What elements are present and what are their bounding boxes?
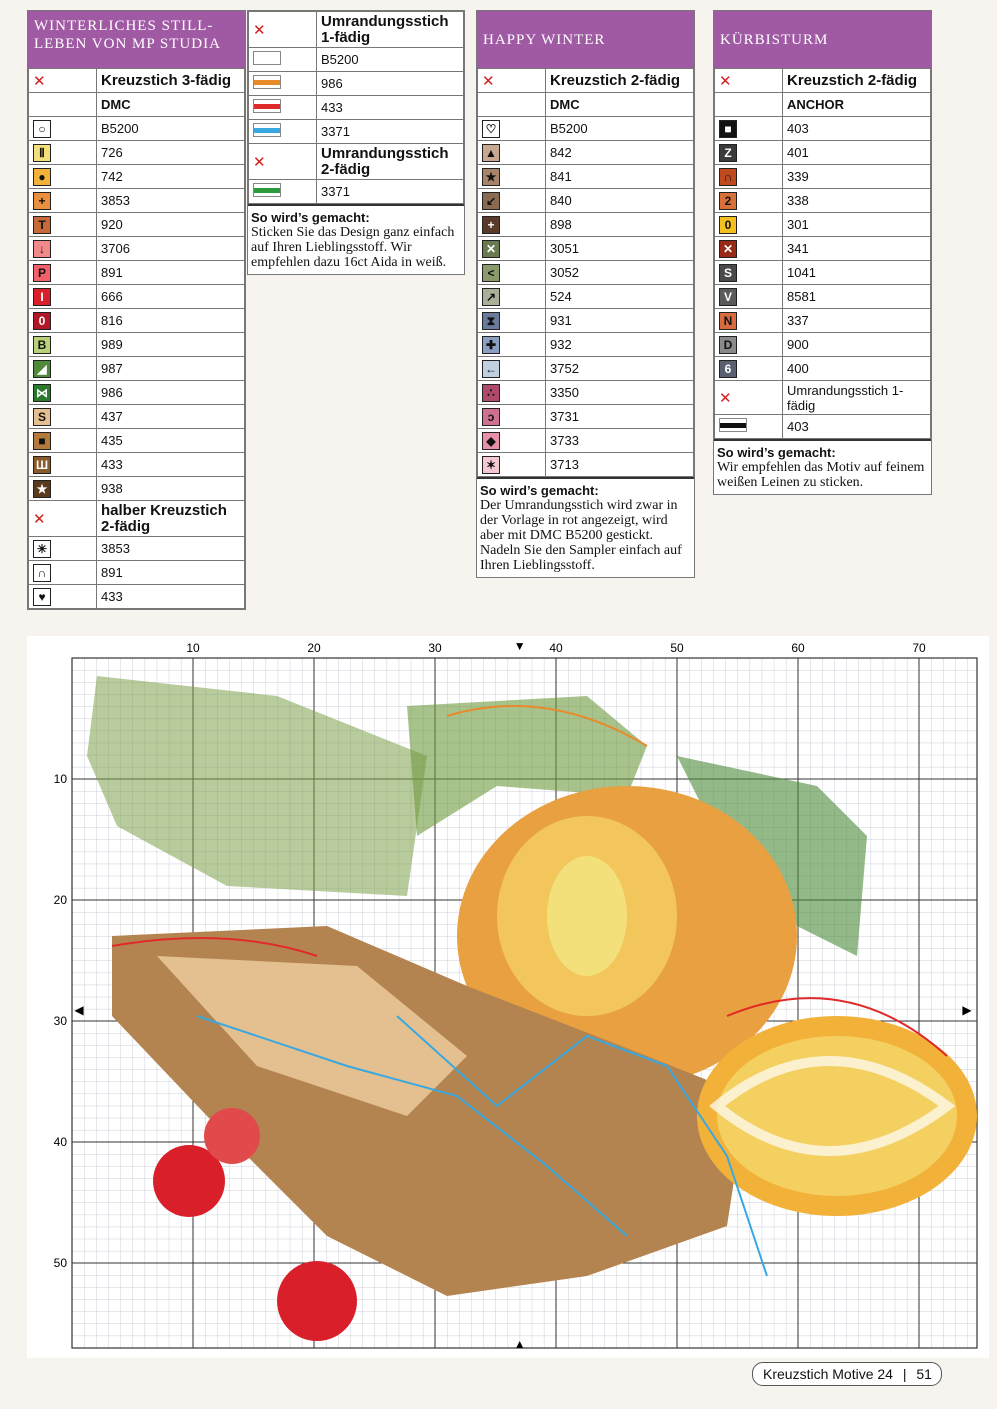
- thread-code: 840: [546, 189, 694, 213]
- outline-stitch-icon: ✕: [253, 21, 266, 39]
- half-stitch-header: halber Kreuzstich 2-fädig: [97, 501, 245, 537]
- legend-title: WINTERLICHES STILL-LEBEN VON MP STUDIA: [28, 11, 245, 68]
- thread-code: 403: [783, 117, 931, 141]
- thread-code: 3371: [317, 120, 464, 144]
- outline-line-swatch: [253, 123, 281, 137]
- thread-code: 938: [97, 477, 245, 501]
- legend-row: [249, 180, 464, 204]
- thread-code: 900: [783, 333, 931, 357]
- instructions: [248, 204, 464, 274]
- thread-symbol-icon: ♥: [33, 588, 51, 606]
- thread-symbol-icon: ↓: [33, 240, 51, 258]
- legend-row: [478, 381, 694, 405]
- stitch-header: Kreuzstich 3-fädig: [97, 69, 245, 93]
- thread-symbol-icon: Ⅱ: [33, 144, 51, 162]
- column-tick-label: 30: [428, 641, 442, 655]
- instructions-text: Sticken Sie das Design ganz einfach auf Ihren Lieblingsstoff. Wir empfehlen dazu 16ct Aida in weiß.: [251, 225, 455, 270]
- legend-row: [29, 381, 245, 405]
- legend-row: [478, 117, 694, 141]
- brand-label: DMC: [546, 93, 694, 117]
- thread-code: 931: [546, 309, 694, 333]
- thread-code: 341: [783, 237, 931, 261]
- legend-row: [478, 429, 694, 453]
- thread-code: 3713: [546, 453, 694, 477]
- cross-stitch-icon: ✕: [33, 72, 46, 90]
- thread-symbol-icon: ●: [33, 168, 51, 186]
- thread-code: 437: [97, 405, 245, 429]
- thread-code: 3350: [546, 381, 694, 405]
- row-tick-label: 40: [53, 1135, 67, 1149]
- outline-stitch-icon: ✕: [719, 389, 732, 407]
- pattern-grid: [27, 636, 989, 1358]
- legend-row: [715, 285, 931, 309]
- outline-header: Umrandungsstich 1-fädig: [783, 381, 931, 415]
- legend-happy-winter: [476, 10, 695, 578]
- legend-row: [249, 96, 464, 120]
- thread-code: 3706: [97, 237, 245, 261]
- legend-row: [29, 237, 245, 261]
- thread-code: 742: [97, 165, 245, 189]
- thread-code: 3371: [317, 180, 464, 204]
- legend-row: [29, 537, 245, 561]
- legend-row: [29, 585, 245, 609]
- legend-title: KÜRBISTURM: [714, 11, 931, 68]
- thread-symbol-icon: ↙: [482, 192, 500, 210]
- thread-code: 435: [97, 429, 245, 453]
- thread-symbol-icon: B: [33, 336, 51, 354]
- outline-line-swatch: [719, 418, 747, 432]
- thread-symbol-icon: ✚: [482, 336, 500, 354]
- legend-row: [715, 141, 931, 165]
- legend-row: [715, 237, 931, 261]
- magazine-title: Kreuzstich Motive 24: [763, 1366, 893, 1382]
- thread-symbol-icon: S: [33, 408, 51, 426]
- thread-symbol-icon: T: [33, 216, 51, 234]
- thread-code: 898: [546, 213, 694, 237]
- page-number: 51: [916, 1366, 932, 1382]
- stitch-header: Kreuzstich 2-fädig: [546, 69, 694, 93]
- thread-symbol-icon: ←: [482, 360, 500, 378]
- legend-row: [478, 357, 694, 381]
- thread-symbol-icon: ★: [482, 168, 500, 186]
- legend-row: [478, 261, 694, 285]
- thread-code: 987: [97, 357, 245, 381]
- legend-outline-stitches: [247, 10, 465, 275]
- thread-code: 816: [97, 309, 245, 333]
- half-stitch-icon: ✕: [33, 510, 46, 528]
- brand-label: DMC: [97, 93, 245, 117]
- thread-symbol-icon: Ш: [33, 456, 51, 474]
- instructions-text: Wir empfehlen das Motiv auf feinem weißen Leinen zu sticken.: [717, 460, 925, 490]
- thread-code: 891: [97, 561, 245, 585]
- legend-row: [29, 213, 245, 237]
- thread-code: 433: [97, 453, 245, 477]
- center-marker-icon: ▼: [513, 639, 526, 653]
- thread-code: 8581: [783, 285, 931, 309]
- legend-row: [29, 477, 245, 501]
- thread-symbol-icon: Z: [719, 144, 737, 162]
- legend-row: [29, 165, 245, 189]
- cross-stitch-icon: ✕: [719, 72, 732, 90]
- legend-kuerbisturm: [713, 10, 932, 495]
- thread-symbol-icon: N: [719, 312, 737, 330]
- legend-row: [715, 357, 931, 381]
- outline-code: 403: [783, 415, 931, 439]
- column-tick-label: 10: [186, 641, 200, 655]
- legend-row: [715, 117, 931, 141]
- outline-line-swatch: [253, 183, 281, 197]
- column-tick-label: 60: [791, 641, 805, 655]
- outline2-header: Umrandungsstich 2-fädig: [317, 144, 464, 180]
- thread-symbol-icon: D: [719, 336, 737, 354]
- thread-code: 339: [783, 165, 931, 189]
- thread-symbol-icon: ♡: [482, 120, 500, 138]
- thread-code: 1041: [783, 261, 931, 285]
- instructions-title: So wird’s gemacht:: [251, 210, 370, 225]
- legend-row: [478, 405, 694, 429]
- column-tick-label: 20: [307, 641, 321, 655]
- thread-code: 401: [783, 141, 931, 165]
- cross-stitch-icon: ✕: [482, 72, 495, 90]
- legend-row: [478, 213, 694, 237]
- thread-symbol-icon: 0: [719, 216, 737, 234]
- legend-row: [478, 141, 694, 165]
- thread-symbol-icon: +: [482, 216, 500, 234]
- thread-code: 986: [317, 72, 464, 96]
- thread-code: 726: [97, 141, 245, 165]
- legend-row: [478, 333, 694, 357]
- column-tick-label: 50: [670, 641, 684, 655]
- legend-row: [478, 165, 694, 189]
- thread-symbol-icon: ∩: [719, 168, 737, 186]
- row-tick-label: 50: [53, 1256, 67, 1270]
- thread-code: 3853: [97, 189, 245, 213]
- thread-symbol-icon: 0: [33, 312, 51, 330]
- legend-row: [478, 309, 694, 333]
- thread-symbol-icon: ★: [33, 480, 51, 498]
- center-marker-icon: ▲: [513, 1337, 526, 1351]
- instructions-title: So wird’s gemacht:: [717, 445, 836, 460]
- thread-code: 433: [97, 585, 245, 609]
- thread-code: 841: [546, 165, 694, 189]
- legend-row: [249, 120, 464, 144]
- legend-row: [715, 309, 931, 333]
- row-tick-label: 10: [53, 772, 67, 786]
- thread-symbol-icon: S: [719, 264, 737, 282]
- thread-symbol-icon: ✕: [482, 240, 500, 258]
- thread-symbol-icon: ▲: [482, 144, 500, 162]
- thread-symbol-icon: V: [719, 288, 737, 306]
- thread-symbol-icon: ∴: [482, 384, 500, 402]
- thread-symbol-icon: ⧗: [482, 312, 500, 330]
- thread-code: B5200: [97, 117, 245, 141]
- legend-row: [715, 213, 931, 237]
- legend-row: [715, 189, 931, 213]
- legend-row: [249, 72, 464, 96]
- instructions: [477, 477, 694, 577]
- thread-code: 400: [783, 357, 931, 381]
- instructions-title: So wird’s gemacht:: [480, 483, 599, 498]
- thread-code: 3752: [546, 357, 694, 381]
- legend-title: HAPPY WINTER: [477, 11, 694, 68]
- thread-code: 891: [97, 261, 245, 285]
- page-footer: [752, 1362, 942, 1386]
- thread-symbol-icon: 2: [719, 192, 737, 210]
- legend-winterliches-stillleben: [27, 10, 246, 610]
- thread-symbol-icon: ○: [33, 120, 51, 138]
- legend-row: [478, 237, 694, 261]
- thread-code: 3731: [546, 405, 694, 429]
- stitch-header: Kreuzstich 2-fädig: [783, 69, 931, 93]
- legend-row: [29, 141, 245, 165]
- thread-symbol-icon: ✳: [33, 540, 51, 558]
- cross-stitch-pattern-chart: [27, 636, 989, 1358]
- thread-symbol-icon: ɔ: [482, 408, 500, 426]
- thread-symbol-icon: +: [33, 192, 51, 210]
- legend-row: [29, 405, 245, 429]
- thread-code: 932: [546, 333, 694, 357]
- legend-row: [29, 309, 245, 333]
- column-tick-label: 70: [912, 641, 926, 655]
- center-marker-icon: ◀: [74, 1002, 84, 1017]
- thread-code: 3051: [546, 237, 694, 261]
- legend-row: [715, 261, 931, 285]
- instructions-text: Der Umrandungsstich wird zwar in der Vorlage in rot angezeigt, wird aber mit DMC B5200 gestickt. Nadeln Sie den Sampler einfach auf Ihren Lieblingsstoff.: [480, 498, 682, 573]
- outline-line-swatch: [253, 99, 281, 113]
- instructions: [714, 439, 931, 494]
- thread-symbol-icon: ■: [719, 120, 737, 138]
- outline-line-swatch: [253, 51, 281, 65]
- thread-code: 433: [317, 96, 464, 120]
- legend-row: [478, 285, 694, 309]
- thread-code: 3052: [546, 261, 694, 285]
- legend-row: [29, 189, 245, 213]
- thread-symbol-icon: ⋈: [33, 384, 51, 402]
- legend-row: [29, 117, 245, 141]
- brand-label: ANCHOR: [783, 93, 931, 117]
- outline-stitch-icon: ✕: [253, 153, 266, 171]
- thread-code: 3853: [97, 537, 245, 561]
- thread-symbol-icon: ↗: [482, 288, 500, 306]
- thread-symbol-icon: ◆: [482, 432, 500, 450]
- thread-code: 337: [783, 309, 931, 333]
- thread-symbol-icon: ■: [33, 432, 51, 450]
- thread-symbol-icon: 6: [719, 360, 737, 378]
- legend-row: [478, 453, 694, 477]
- legend-row: [249, 48, 464, 72]
- legend-row: [478, 189, 694, 213]
- thread-code: 301: [783, 213, 931, 237]
- thread-code: 986: [97, 381, 245, 405]
- thread-code: 3733: [546, 429, 694, 453]
- legend-row: [29, 285, 245, 309]
- thread-code: 920: [97, 213, 245, 237]
- legend-row: [29, 261, 245, 285]
- thread-symbol-icon: <: [482, 264, 500, 282]
- row-tick-label: 30: [53, 1014, 67, 1028]
- outline1-header: Umrandungsstich 1-fädig: [317, 12, 464, 48]
- thread-symbol-icon: ✶: [482, 456, 500, 474]
- legend-row: [29, 561, 245, 585]
- thread-symbol-icon: ✕: [719, 240, 737, 258]
- thread-code: 338: [783, 189, 931, 213]
- legend-row: [29, 453, 245, 477]
- thread-symbol-icon: P: [33, 264, 51, 282]
- thread-code: 666: [97, 285, 245, 309]
- legend-row: [29, 357, 245, 381]
- thread-code: 989: [97, 333, 245, 357]
- thread-code: 842: [546, 141, 694, 165]
- row-tick-label: 20: [53, 893, 67, 907]
- legend-row: [715, 165, 931, 189]
- footer-divider: |: [902, 1366, 907, 1382]
- thread-code: B5200: [317, 48, 464, 72]
- legend-row: [29, 429, 245, 453]
- outline-line-swatch: [253, 75, 281, 89]
- thread-symbol-icon: I: [33, 288, 51, 306]
- column-tick-label: 40: [549, 641, 563, 655]
- legend-row: [29, 333, 245, 357]
- thread-symbol-icon: ◢: [33, 360, 51, 378]
- center-marker-icon: ▶: [962, 1002, 972, 1017]
- thread-symbol-icon: ∩: [33, 564, 51, 582]
- thread-code: B5200: [546, 117, 694, 141]
- thread-code: 524: [546, 285, 694, 309]
- legend-row: [715, 333, 931, 357]
